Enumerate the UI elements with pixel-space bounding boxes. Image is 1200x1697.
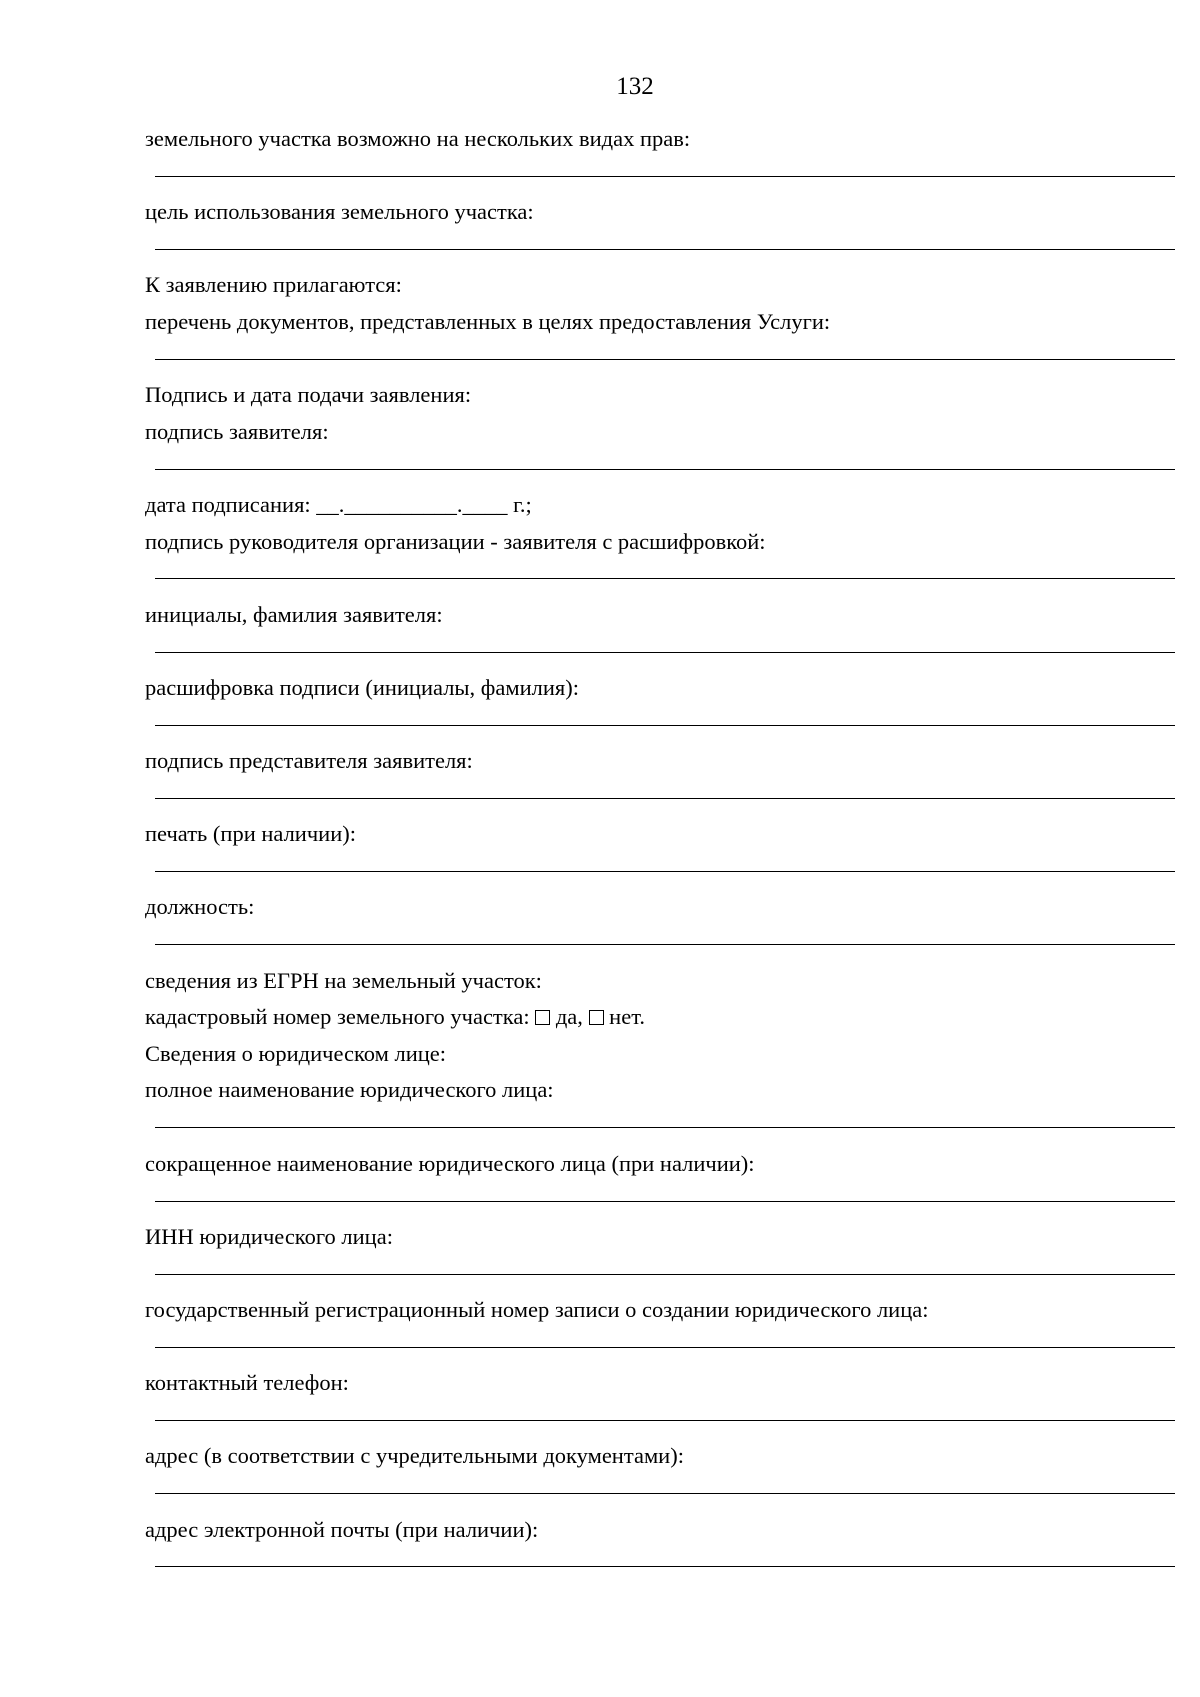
underline-rule: [155, 1347, 1175, 1348]
form-line: земельного участка возможно на нескольких видах прав:: [145, 126, 691, 151]
form-line: полное наименование юридического лица:: [145, 1077, 554, 1103]
fill-in-line[interactable]: [145, 1402, 1175, 1439]
form-line: печать (при наличии):: [145, 821, 356, 847]
underline-rule: [155, 578, 1175, 579]
form-line: сокращенное наименование юридического лица (при наличии):: [145, 1150, 755, 1176]
fill-in-line[interactable]: [145, 560, 1175, 597]
form-line: перечень документов, представленных в целях предоставления Услуги:: [145, 308, 831, 334]
form-line: контактный телефон:: [145, 1370, 349, 1396]
fill-in-line[interactable]: [145, 158, 1175, 195]
form-content: [145, 121, 1175, 1585]
checkbox-icon[interactable]: [535, 1010, 550, 1025]
underline-rule: [155, 1420, 1175, 1421]
underline-rule: [155, 652, 1175, 653]
fill-in-line[interactable]: [145, 1109, 1175, 1146]
form-line: К заявлению прилагаются:: [145, 272, 402, 298]
form-line: ИНН юридического лица:: [145, 1223, 393, 1249]
cadastral-number-line: [145, 999, 1175, 1036]
form-line: государственный регистрационный номер записи о создании юридического лица:: [145, 1297, 929, 1322]
underline-rule: [155, 359, 1175, 360]
fill-in-line[interactable]: [145, 1548, 1175, 1585]
form-line: подпись заявителя:: [145, 418, 329, 444]
fill-in-line[interactable]: [145, 231, 1175, 268]
checkbox-option-label: да,: [555, 1004, 583, 1030]
fill-in-line[interactable]: [145, 450, 1175, 487]
form-line: инициалы, фамилия заявителя:: [145, 601, 443, 627]
fill-in-line[interactable]: [145, 1329, 1175, 1366]
form-line: расшифровка подписи (инициалы, фамилия):: [145, 674, 580, 700]
underline-rule: [155, 469, 1175, 470]
fill-in-line[interactable]: [145, 341, 1175, 378]
fill-in-line[interactable]: [145, 707, 1175, 744]
underline-rule: [155, 1274, 1175, 1275]
underline-rule: [155, 1566, 1175, 1567]
underline-rule: [155, 1127, 1175, 1128]
form-line: Подпись и дата подачи заявления:: [145, 382, 472, 408]
underline-rule: [155, 871, 1175, 872]
underline-rule: [155, 944, 1175, 945]
underline-rule: [155, 249, 1175, 250]
page-number: 132: [616, 73, 654, 100]
underline-rule: [155, 1493, 1175, 1494]
fill-in-line[interactable]: [145, 1255, 1175, 1292]
form-line: сведения из ЕГРН на земельный участок:: [145, 967, 542, 993]
form-line: подпись представителя заявителя:: [145, 748, 473, 774]
cadastral-number-label: кадастровый номер земельного участка:: [145, 1004, 530, 1030]
checkbox-icon[interactable]: [589, 1010, 604, 1025]
underline-rule: [155, 725, 1175, 726]
fill-in-line[interactable]: [145, 633, 1175, 670]
form-line: адрес (в соответствии с учредительными документами):: [145, 1443, 684, 1469]
fill-in-line[interactable]: [145, 1182, 1175, 1219]
underline-rule: [155, 1201, 1175, 1202]
form-line: цель использования земельного участка:: [145, 199, 534, 225]
form-line: Сведения о юридическом лице:: [145, 1040, 447, 1066]
fill-in-line[interactable]: [145, 780, 1175, 817]
fill-in-line[interactable]: [145, 926, 1175, 963]
checkbox-option-label: нет.: [609, 1004, 645, 1030]
underline-rule: [155, 798, 1175, 799]
form-line: адрес электронной почты (при наличии):: [145, 1516, 539, 1542]
form-line: подпись руководителя организации - заявителя с расшифровкой:: [145, 528, 766, 554]
form-line: дата подписания: __.__________.____ г.;: [145, 491, 532, 517]
fill-in-line[interactable]: [145, 853, 1175, 890]
underline-rule: [155, 176, 1175, 177]
fill-in-line[interactable]: [145, 1475, 1175, 1512]
form-line: должность:: [145, 894, 255, 920]
